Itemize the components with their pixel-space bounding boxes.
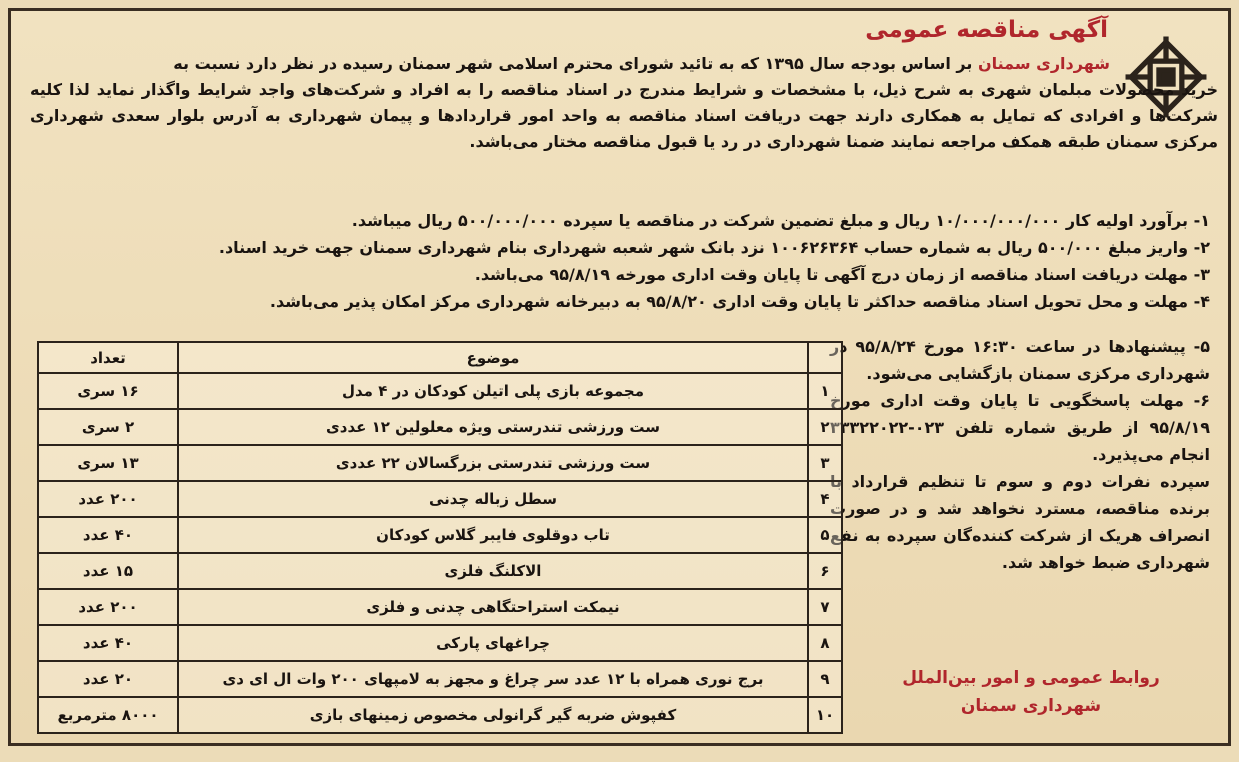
table-header-row: [38, 342, 842, 373]
row-subject: کفپوش ضربه گیر گرانولی مخصوص زمینهای بازی: [178, 697, 808, 733]
row-num: ۳: [808, 445, 842, 481]
table-row: [38, 373, 842, 409]
row-qty: ۲ سری: [38, 409, 178, 445]
condition-item: ۲- واریز مبلغ ۵۰۰/۰۰۰ ریال به شماره حساب ۱۰۰۶۲۶۳۶۴ نزد بانک شهر شعبه شهرداری بنام شهرداری سمنان جهت خرید اسناد.: [218, 238, 1210, 257]
organization-name: شهرداری سمنان: [960, 696, 1102, 716]
row-subject: چراغهای پارکی: [178, 625, 808, 661]
row-num: ۸: [808, 625, 842, 661]
row-subject: مجموعه بازی پلی اتیلن کودکان در ۴ مدل: [178, 373, 808, 409]
table-row: [38, 481, 842, 517]
items-table: [37, 341, 843, 734]
tender-notice: [8, 8, 1231, 746]
row-qty: ۸۰۰۰ مترمربع: [38, 697, 178, 733]
table-row: [38, 409, 842, 445]
row-subject: ست ورزشی تندرستی ویژه معلولین ۱۲ عددی: [178, 409, 808, 445]
row-qty: ۲۰۰ عدد: [38, 481, 178, 517]
row-qty: ۲۰ عدد: [38, 661, 178, 697]
row-num: ۱: [808, 373, 842, 409]
signature-block: [866, 664, 1196, 720]
table-row: [38, 517, 842, 553]
intro-text-2: خرید محصولات مبلمان شهری به شرح ذیل، با مشخصات و شرایط مندرج در اسناد مناقصه را به افراد و شرکت‌های واجد شرایط واگذار نماید لذا کلیه شرکت‌ها و افرادی که تمایل به همکاری دارند جهت دریافت اسناد مناقصه به واحد امور قراردادها و پیمان شهرداری به آدرس بلوار سعدی شهرداری مرکزی سمنان طبقه همکف مراجعه نمایند ضمنا شهرداری در رد یا قبول مناقصه مختار می‌باشد.: [30, 80, 1218, 151]
row-subject: ست ورزشی تندرستی بزرگسالان ۲۲ عددی: [178, 445, 808, 481]
row-num: ۵: [808, 517, 842, 553]
municipality-name: شهرداری سمنان: [977, 54, 1110, 73]
row-qty: ۱۳ سری: [38, 445, 178, 481]
table-row: [38, 697, 842, 733]
department-name: روابط عمومی و امور بین‌الملل: [902, 668, 1160, 688]
condition-item: ۴- مهلت و محل تحویل اسناد مناقصه حداکثر تا پایان وقت اداری ۹۵/۸/۲۰ به دبیرخانه شهرداری مرکز امکان پذیر می‌باشد.: [269, 292, 1210, 311]
header-subject: موضوع: [178, 342, 808, 373]
row-subject: سطل زباله چدنی: [178, 481, 808, 517]
conditions-list: [20, 207, 1210, 315]
condition-item: ۳- مهلت دریافت اسناد مناقصه از زمان درج آگهی تا پایان وقت اداری مورخه ۹۵/۸/۱۹ می‌باشد.: [474, 265, 1210, 284]
table-row: [38, 553, 842, 589]
table-row: [38, 589, 842, 625]
row-num: ۷: [808, 589, 842, 625]
header-qty: تعداد: [38, 342, 178, 373]
header-num: [808, 342, 842, 373]
notice-title: آگهی مناقصه عمومی: [865, 17, 1108, 43]
row-qty: ۴۰ عدد: [38, 517, 178, 553]
intro-paragraph: [30, 51, 1218, 155]
row-num: ۲: [808, 409, 842, 445]
condition-item: ۱- برآورد اولیه کار ۱۰/۰۰۰/۰۰۰/۰۰۰ ریال و مبلغ تضمین شرکت در مناقصه یا سپرده ۵۰۰/۰۰۰/۰۰۰ ریال میباشد.: [351, 211, 1210, 230]
table-row: [38, 445, 842, 481]
opening-note: ۵- پیشنهادها در ساعت ۱۶:۳۰ مورخ ۹۵/۸/۲۴ در شهرداری مرکزی سمنان بازگشایی می‌شود.: [830, 337, 1210, 383]
side-notes: [830, 333, 1210, 576]
row-qty: ۱۵ عدد: [38, 553, 178, 589]
row-qty: ۴۰ عدد: [38, 625, 178, 661]
row-qty: ۱۶ سری: [38, 373, 178, 409]
row-num: ۱۰: [808, 697, 842, 733]
row-num: ۶: [808, 553, 842, 589]
table-row: [38, 661, 842, 697]
intro-text-1: بر اساس بودجه سال ۱۳۹۵ که به تائید شورای محترم اسلامی شهر سمنان رسیده در نظر دارد نسبت به: [173, 54, 978, 73]
row-num: ۹: [808, 661, 842, 697]
row-subject: تاب دوقلوی فایبر گلاس کودکان: [178, 517, 808, 553]
row-qty: ۲۰۰ عدد: [38, 589, 178, 625]
table-row: [38, 625, 842, 661]
row-num: ۴: [808, 481, 842, 517]
row-subject: الاکلنگ فلزی: [178, 553, 808, 589]
row-subject: نیمکت استراحتگاهی چدنی و فلزی: [178, 589, 808, 625]
contact-note: ۶- مهلت پاسخگویی تا پایان وقت اداری مورخ ۹۵/۸/۱۹ از طریق شماره تلفن ۰۲۳-۳۳۳۲۲۰۲۲ انجام می‌پذیرد.: [830, 391, 1210, 464]
deposit-note: سپرده نفرات دوم و سوم تا تنظیم قرارداد با برنده مناقصه، مسترد نخواهد شد و در صورت انصراف هریک از شرکت کننده‌گان سپرده به نفع شهرداری ضبط خواهد شد.: [830, 472, 1210, 572]
row-subject: برج نوری همراه با ۱۲ عدد سر چراغ و مجهز به لامپهای ۲۰۰ وات ال ای دی: [178, 661, 808, 697]
